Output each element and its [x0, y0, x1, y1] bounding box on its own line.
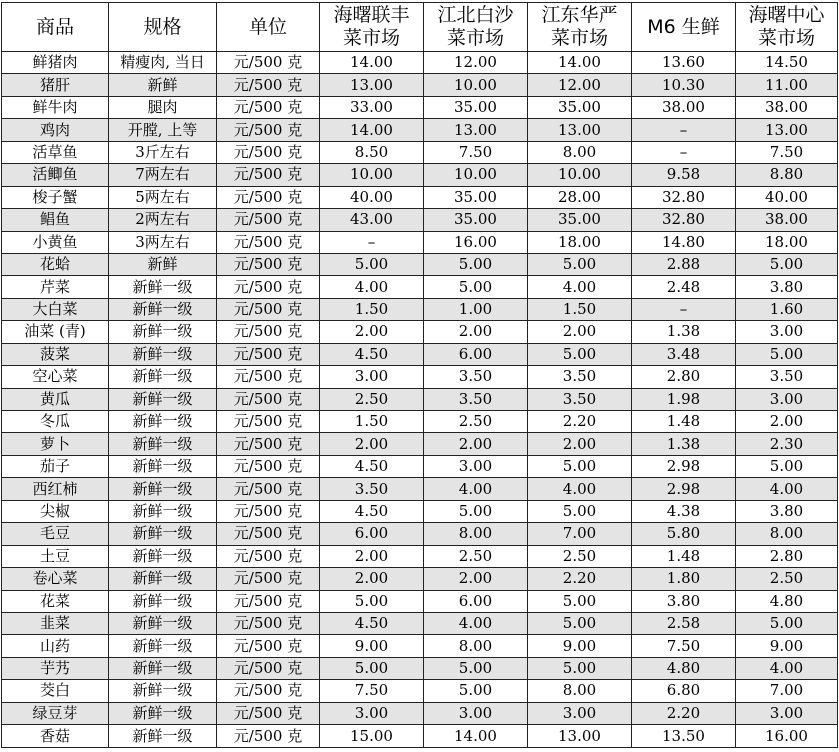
- spec-cell: 7两左右: [109, 164, 217, 186]
- price-cell-market-5: 2.00: [736, 411, 838, 433]
- table-row: [2, 209, 838, 231]
- price-cell-market-2: 35.00: [424, 209, 528, 231]
- price-cell-market-4: –: [632, 141, 736, 163]
- price-cell-market-2: 5.00: [424, 657, 528, 679]
- product-cell: 油菜 (青): [2, 321, 109, 343]
- price-cell-market-1: 2.00: [320, 568, 424, 590]
- price-cell-market-1: 4.50: [320, 500, 424, 522]
- price-cell-market-4: 2.98: [632, 455, 736, 477]
- price-cell-market-2: 4.00: [424, 478, 528, 500]
- product-cell: 菠菜: [2, 343, 109, 365]
- price-cell-market-5: 3.00: [736, 321, 838, 343]
- spec-cell: 新鲜一级: [109, 725, 217, 748]
- price-cell-market-5: 3.00: [736, 702, 838, 724]
- price-cell-market-4: 2.48: [632, 276, 736, 298]
- price-cell-market-2: 35.00: [424, 186, 528, 208]
- unit-cell: 元/500 克: [217, 366, 320, 388]
- table-row: [2, 635, 838, 657]
- price-cell-market-3: 5.00: [528, 253, 632, 275]
- product-cell: 鲳鱼: [2, 209, 109, 231]
- price-cell-market-2: 6.00: [424, 343, 528, 365]
- price-cell-market-3: 5.00: [528, 657, 632, 679]
- unit-cell: 元/500 克: [217, 455, 320, 477]
- price-cell-market-5: 5.00: [736, 612, 838, 634]
- price-cell-market-3: 28.00: [528, 186, 632, 208]
- price-table: [1, 2, 838, 748]
- price-cell-market-5: 3.80: [736, 276, 838, 298]
- price-cell-market-5: 2.80: [736, 545, 838, 567]
- price-cell-market-1: 33.00: [320, 96, 424, 118]
- product-cell: 活鲫鱼: [2, 164, 109, 186]
- table-row: [2, 276, 838, 298]
- price-cell-market-3: 7.00: [528, 523, 632, 545]
- price-cell-market-5: 8.00: [736, 523, 838, 545]
- price-cell-market-3: 5.00: [528, 455, 632, 477]
- price-cell-market-1: 5.00: [320, 590, 424, 612]
- price-cell-market-4: 9.58: [632, 164, 736, 186]
- header-market-5: [736, 3, 838, 52]
- spec-cell: 新鲜一级: [109, 366, 217, 388]
- price-cell-market-2: 4.00: [424, 612, 528, 634]
- price-cell-market-5: 9.00: [736, 635, 838, 657]
- price-cell-market-2: 3.50: [424, 366, 528, 388]
- unit-cell: 元/500 克: [217, 74, 320, 96]
- product-cell: 鲜猪肉: [2, 52, 109, 74]
- price-cell-market-1: 8.50: [320, 141, 424, 163]
- table-row: [2, 702, 838, 724]
- price-cell-market-4: 1.80: [632, 568, 736, 590]
- table-row: [2, 388, 838, 410]
- price-cell-market-3: 14.00: [528, 52, 632, 74]
- unit-cell: 元/500 克: [217, 209, 320, 231]
- spec-cell: 2两左右: [109, 209, 217, 231]
- price-cell-market-4: 32.80: [632, 186, 736, 208]
- price-cell-market-2: 5.00: [424, 680, 528, 702]
- table-row: [2, 725, 838, 748]
- price-cell-market-1: 14.00: [320, 119, 424, 141]
- price-cell-market-1: 2.00: [320, 545, 424, 567]
- spec-cell: 新鲜一级: [109, 635, 217, 657]
- price-cell-market-5: 5.00: [736, 253, 838, 275]
- header-market-2-line2: 菜市场: [446, 27, 504, 49]
- price-cell-market-4: 6.80: [632, 680, 736, 702]
- product-cell: 毛豆: [2, 523, 109, 545]
- unit-cell: 元/500 克: [217, 545, 320, 567]
- table-row: [2, 411, 838, 433]
- spec-cell: 新鲜一级: [109, 702, 217, 724]
- price-cell-market-2: 12.00: [424, 52, 528, 74]
- price-cell-market-3: 2.50: [528, 545, 632, 567]
- price-cell-market-4: 2.88: [632, 253, 736, 275]
- table-row: [2, 52, 838, 74]
- price-cell-market-1: 4.50: [320, 455, 424, 477]
- header-market-4: [632, 3, 736, 52]
- price-cell-market-1: 3.50: [320, 478, 424, 500]
- unit-cell: 元/500 克: [217, 568, 320, 590]
- header-market-2-line1: 江北白沙: [437, 4, 514, 26]
- price-cell-market-5: 38.00: [736, 96, 838, 118]
- price-cell-market-5: 5.00: [736, 343, 838, 365]
- header-spec: 规格: [109, 3, 217, 52]
- price-cell-market-3: 8.00: [528, 141, 632, 163]
- price-cell-market-3: 8.00: [528, 680, 632, 702]
- header-market-1-line1: 海曙联丰: [333, 4, 410, 26]
- price-cell-market-5: 5.00: [736, 455, 838, 477]
- price-cell-market-5: 3.80: [736, 500, 838, 522]
- table-row: [2, 164, 838, 186]
- unit-cell: 元/500 克: [217, 635, 320, 657]
- header-market-1: [320, 3, 424, 52]
- price-cell-market-1: 3.00: [320, 366, 424, 388]
- table-row: [2, 523, 838, 545]
- spec-cell: 新鲜: [109, 253, 217, 275]
- header-market-5-line2: 菜市场: [757, 27, 815, 49]
- price-cell-market-1: 4.50: [320, 612, 424, 634]
- spec-cell: 5两左右: [109, 186, 217, 208]
- spec-cell: 新鲜一级: [109, 411, 217, 433]
- header-unit: 单位: [217, 3, 320, 52]
- price-cell-market-2: 2.00: [424, 433, 528, 455]
- price-cell-market-4: 13.60: [632, 52, 736, 74]
- table-row: [2, 321, 838, 343]
- price-cell-market-3: 5.00: [528, 500, 632, 522]
- unit-cell: 元/500 克: [217, 96, 320, 118]
- product-cell: 芋艿: [2, 657, 109, 679]
- unit-cell: 元/500 克: [217, 253, 320, 275]
- price-cell-market-2: 5.00: [424, 276, 528, 298]
- table-row: [2, 545, 838, 567]
- price-cell-market-5: 18.00: [736, 231, 838, 253]
- price-cell-market-5: 3.00: [736, 388, 838, 410]
- product-cell: 山药: [2, 635, 109, 657]
- unit-cell: 元/500 克: [217, 702, 320, 724]
- unit-cell: 元/500 克: [217, 411, 320, 433]
- price-cell-market-4: 1.38: [632, 433, 736, 455]
- unit-cell: 元/500 克: [217, 612, 320, 634]
- price-cell-market-2: 35.00: [424, 96, 528, 118]
- price-cell-market-4: –: [632, 119, 736, 141]
- spec-cell: 新鲜一级: [109, 433, 217, 455]
- spec-cell: 新鲜一级: [109, 478, 217, 500]
- price-cell-market-3: 5.00: [528, 343, 632, 365]
- price-cell-market-5: 4.00: [736, 478, 838, 500]
- spec-cell: 新鲜一级: [109, 523, 217, 545]
- table-row: [2, 343, 838, 365]
- price-cell-market-5: 7.50: [736, 141, 838, 163]
- price-cell-market-1: 4.50: [320, 343, 424, 365]
- price-cell-market-5: 3.50: [736, 366, 838, 388]
- price-cell-market-1: 5.00: [320, 253, 424, 275]
- unit-cell: 元/500 克: [217, 141, 320, 163]
- price-cell-market-4: 1.48: [632, 411, 736, 433]
- price-cell-market-4: 1.38: [632, 321, 736, 343]
- price-cell-market-1: 10.00: [320, 164, 424, 186]
- product-cell: 花蛤: [2, 253, 109, 275]
- product-cell: 空心菜: [2, 366, 109, 388]
- spec-cell: 新鲜一级: [109, 276, 217, 298]
- unit-cell: 元/500 克: [217, 680, 320, 702]
- header-market-3-line1: 江东华严: [541, 4, 618, 26]
- spec-cell: 新鲜一级: [109, 455, 217, 477]
- price-cell-market-3: 2.20: [528, 568, 632, 590]
- header-market-4-line1: M6 生鲜: [647, 15, 720, 38]
- unit-cell: 元/500 克: [217, 343, 320, 365]
- price-cell-market-3: 13.00: [528, 119, 632, 141]
- price-cell-market-5: 11.00: [736, 74, 838, 96]
- spec-cell: 新鲜一级: [109, 388, 217, 410]
- price-cell-market-2: 5.00: [424, 500, 528, 522]
- price-cell-market-2: 14.00: [424, 725, 528, 748]
- table-body: [2, 52, 838, 748]
- unit-cell: 元/500 克: [217, 164, 320, 186]
- unit-cell: 元/500 克: [217, 590, 320, 612]
- price-cell-market-3: 4.00: [528, 276, 632, 298]
- price-cell-market-1: 2.00: [320, 321, 424, 343]
- price-cell-market-1: 9.00: [320, 635, 424, 657]
- price-cell-market-5: 1.60: [736, 298, 838, 320]
- price-cell-market-2: 2.50: [424, 545, 528, 567]
- product-cell: 卷心菜: [2, 568, 109, 590]
- price-cell-market-3: 12.00: [528, 74, 632, 96]
- price-cell-market-3: 13.00: [528, 725, 632, 748]
- price-cell-market-2: 3.00: [424, 702, 528, 724]
- price-cell-market-4: 10.30: [632, 74, 736, 96]
- price-cell-market-4: 2.20: [632, 702, 736, 724]
- price-cell-market-4: 3.48: [632, 343, 736, 365]
- price-cell-market-3: 3.50: [528, 366, 632, 388]
- product-cell: 大白菜: [2, 298, 109, 320]
- price-cell-market-3: 4.00: [528, 478, 632, 500]
- spec-cell: 新鲜一级: [109, 343, 217, 365]
- table-row: [2, 500, 838, 522]
- price-cell-market-4: 3.80: [632, 590, 736, 612]
- unit-cell: 元/500 克: [217, 52, 320, 74]
- unit-cell: 元/500 克: [217, 276, 320, 298]
- price-cell-market-4: 5.80: [632, 523, 736, 545]
- price-cell-market-2: 2.00: [424, 568, 528, 590]
- table-row: [2, 478, 838, 500]
- price-cell-market-3: 9.00: [528, 635, 632, 657]
- price-cell-market-4: 2.80: [632, 366, 736, 388]
- price-cell-market-3: 5.00: [528, 590, 632, 612]
- price-cell-market-1: 14.00: [320, 52, 424, 74]
- price-cell-market-4: 1.48: [632, 545, 736, 567]
- price-cell-market-1: 2.50: [320, 388, 424, 410]
- price-cell-market-2: 8.00: [424, 635, 528, 657]
- product-cell: 小黄鱼: [2, 231, 109, 253]
- price-cell-market-2: 10.00: [424, 74, 528, 96]
- price-cell-market-1: 6.00: [320, 523, 424, 545]
- price-cell-market-1: 1.50: [320, 411, 424, 433]
- price-cell-market-2: 7.50: [424, 141, 528, 163]
- price-cell-market-4: 7.50: [632, 635, 736, 657]
- price-cell-market-5: 2.30: [736, 433, 838, 455]
- price-cell-market-1: 4.00: [320, 276, 424, 298]
- price-cell-market-2: 3.50: [424, 388, 528, 410]
- product-cell: 绿豆芽: [2, 702, 109, 724]
- spec-cell: 腿肉: [109, 96, 217, 118]
- table-row: [2, 433, 838, 455]
- price-cell-market-5: 4.00: [736, 657, 838, 679]
- table-row: [2, 298, 838, 320]
- price-cell-market-5: 16.00: [736, 725, 838, 748]
- price-cell-market-3: 2.00: [528, 321, 632, 343]
- price-cell-market-3: 10.00: [528, 164, 632, 186]
- price-cell-market-1: 43.00: [320, 209, 424, 231]
- price-cell-market-4: 4.80: [632, 657, 736, 679]
- price-cell-market-5: 8.80: [736, 164, 838, 186]
- product-cell: 芹菜: [2, 276, 109, 298]
- price-cell-market-2: 8.00: [424, 523, 528, 545]
- price-cell-market-2: 5.00: [424, 253, 528, 275]
- price-cell-market-4: –: [632, 298, 736, 320]
- price-cell-market-5: 2.50: [736, 568, 838, 590]
- header-market-2: [424, 3, 528, 52]
- price-cell-market-5: 13.00: [736, 119, 838, 141]
- product-cell: 萝卜: [2, 433, 109, 455]
- price-cell-market-5: 38.00: [736, 209, 838, 231]
- price-cell-market-2: 1.00: [424, 298, 528, 320]
- header-product: 商品: [2, 3, 109, 52]
- table-row: [2, 186, 838, 208]
- price-cell-market-3: 5.00: [528, 612, 632, 634]
- price-cell-market-1: –: [320, 231, 424, 253]
- table-row: [2, 141, 838, 163]
- price-cell-market-2: 3.00: [424, 455, 528, 477]
- price-cell-market-1: 13.00: [320, 74, 424, 96]
- price-cell-market-1: 5.00: [320, 657, 424, 679]
- product-cell: 茭白: [2, 680, 109, 702]
- unit-cell: 元/500 克: [217, 186, 320, 208]
- unit-cell: 元/500 克: [217, 231, 320, 253]
- product-cell: 尖椒: [2, 500, 109, 522]
- price-cell-market-1: 15.00: [320, 725, 424, 748]
- price-cell-market-5: 14.50: [736, 52, 838, 74]
- price-cell-market-3: 35.00: [528, 209, 632, 231]
- unit-cell: 元/500 克: [217, 725, 320, 748]
- price-cell-market-2: 16.00: [424, 231, 528, 253]
- table-row: [2, 657, 838, 679]
- spec-cell: 3两左右: [109, 231, 217, 253]
- price-cell-market-1: 3.00: [320, 702, 424, 724]
- price-cell-market-4: 14.80: [632, 231, 736, 253]
- price-cell-market-4: 4.38: [632, 500, 736, 522]
- table-row: [2, 612, 838, 634]
- unit-cell: 元/500 克: [217, 298, 320, 320]
- product-cell: 猪肝: [2, 74, 109, 96]
- price-cell-market-5: 40.00: [736, 186, 838, 208]
- unit-cell: 元/500 克: [217, 478, 320, 500]
- price-cell-market-2: 13.00: [424, 119, 528, 141]
- unit-cell: 元/500 克: [217, 657, 320, 679]
- product-cell: 黄瓜: [2, 388, 109, 410]
- price-cell-market-3: 2.00: [528, 433, 632, 455]
- product-cell: 花菜: [2, 590, 109, 612]
- header-row: [2, 3, 838, 52]
- product-cell: 香菇: [2, 725, 109, 748]
- header-market-3: [528, 3, 632, 52]
- spec-cell: 新鲜一级: [109, 500, 217, 522]
- price-cell-market-3: 1.50: [528, 298, 632, 320]
- spec-cell: 新鲜一级: [109, 590, 217, 612]
- product-cell: 鸡肉: [2, 119, 109, 141]
- price-cell-market-5: 4.80: [736, 590, 838, 612]
- unit-cell: 元/500 克: [217, 433, 320, 455]
- table-row: [2, 119, 838, 141]
- price-cell-market-1: 40.00: [320, 186, 424, 208]
- price-cell-market-4: 32.80: [632, 209, 736, 231]
- unit-cell: 元/500 克: [217, 388, 320, 410]
- unit-cell: 元/500 克: [217, 523, 320, 545]
- table-row: [2, 680, 838, 702]
- unit-cell: 元/500 克: [217, 321, 320, 343]
- price-cell-market-4: 2.98: [632, 478, 736, 500]
- spec-cell: 新鲜一级: [109, 680, 217, 702]
- price-cell-market-4: 13.50: [632, 725, 736, 748]
- product-cell: 活草鱼: [2, 141, 109, 163]
- price-cell-market-2: 2.00: [424, 321, 528, 343]
- price-cell-market-4: 2.58: [632, 612, 736, 634]
- spec-cell: 新鲜一级: [109, 545, 217, 567]
- spec-cell: 开膛, 上等: [109, 119, 217, 141]
- table-row: [2, 253, 838, 275]
- price-cell-market-5: 7.00: [736, 680, 838, 702]
- product-cell: 西红柿: [2, 478, 109, 500]
- table-row: [2, 455, 838, 477]
- table-row: [2, 96, 838, 118]
- unit-cell: 元/500 克: [217, 119, 320, 141]
- table-row: [2, 74, 838, 96]
- table-row: [2, 590, 838, 612]
- spec-cell: 新鲜: [109, 74, 217, 96]
- header-market-3-line2: 菜市场: [550, 27, 608, 49]
- table-row: [2, 366, 838, 388]
- spec-cell: 新鲜一级: [109, 321, 217, 343]
- header-market-5-line1: 海曙中心: [748, 4, 825, 26]
- product-cell: 梭子蟹: [2, 186, 109, 208]
- price-cell-market-3: 18.00: [528, 231, 632, 253]
- price-cell-market-3: 2.20: [528, 411, 632, 433]
- product-cell: 鲜牛肉: [2, 96, 109, 118]
- spec-cell: 3斤左右: [109, 141, 217, 163]
- table-row: [2, 568, 838, 590]
- price-cell-market-1: 2.00: [320, 433, 424, 455]
- price-cell-market-3: 35.00: [528, 96, 632, 118]
- spec-cell: 新鲜一级: [109, 568, 217, 590]
- spec-cell: 新鲜一级: [109, 657, 217, 679]
- price-cell-market-1: 1.50: [320, 298, 424, 320]
- spec-cell: 新鲜一级: [109, 612, 217, 634]
- price-cell-market-4: 1.98: [632, 388, 736, 410]
- price-cell-market-2: 6.00: [424, 590, 528, 612]
- table-row: [2, 231, 838, 253]
- price-cell-market-4: 38.00: [632, 96, 736, 118]
- price-cell-market-2: 2.50: [424, 411, 528, 433]
- spec-cell: 精瘦肉, 当日: [109, 52, 217, 74]
- product-cell: 冬瓜: [2, 411, 109, 433]
- unit-cell: 元/500 克: [217, 500, 320, 522]
- price-cell-market-1: 7.50: [320, 680, 424, 702]
- price-cell-market-2: 10.00: [424, 164, 528, 186]
- price-cell-market-3: 3.00: [528, 702, 632, 724]
- header-market-1-line2: 菜市场: [342, 27, 400, 49]
- price-cell-market-3: 3.50: [528, 388, 632, 410]
- product-cell: 韭菜: [2, 612, 109, 634]
- product-cell: 土豆: [2, 545, 109, 567]
- product-cell: 茄子: [2, 455, 109, 477]
- spec-cell: 新鲜一级: [109, 298, 217, 320]
